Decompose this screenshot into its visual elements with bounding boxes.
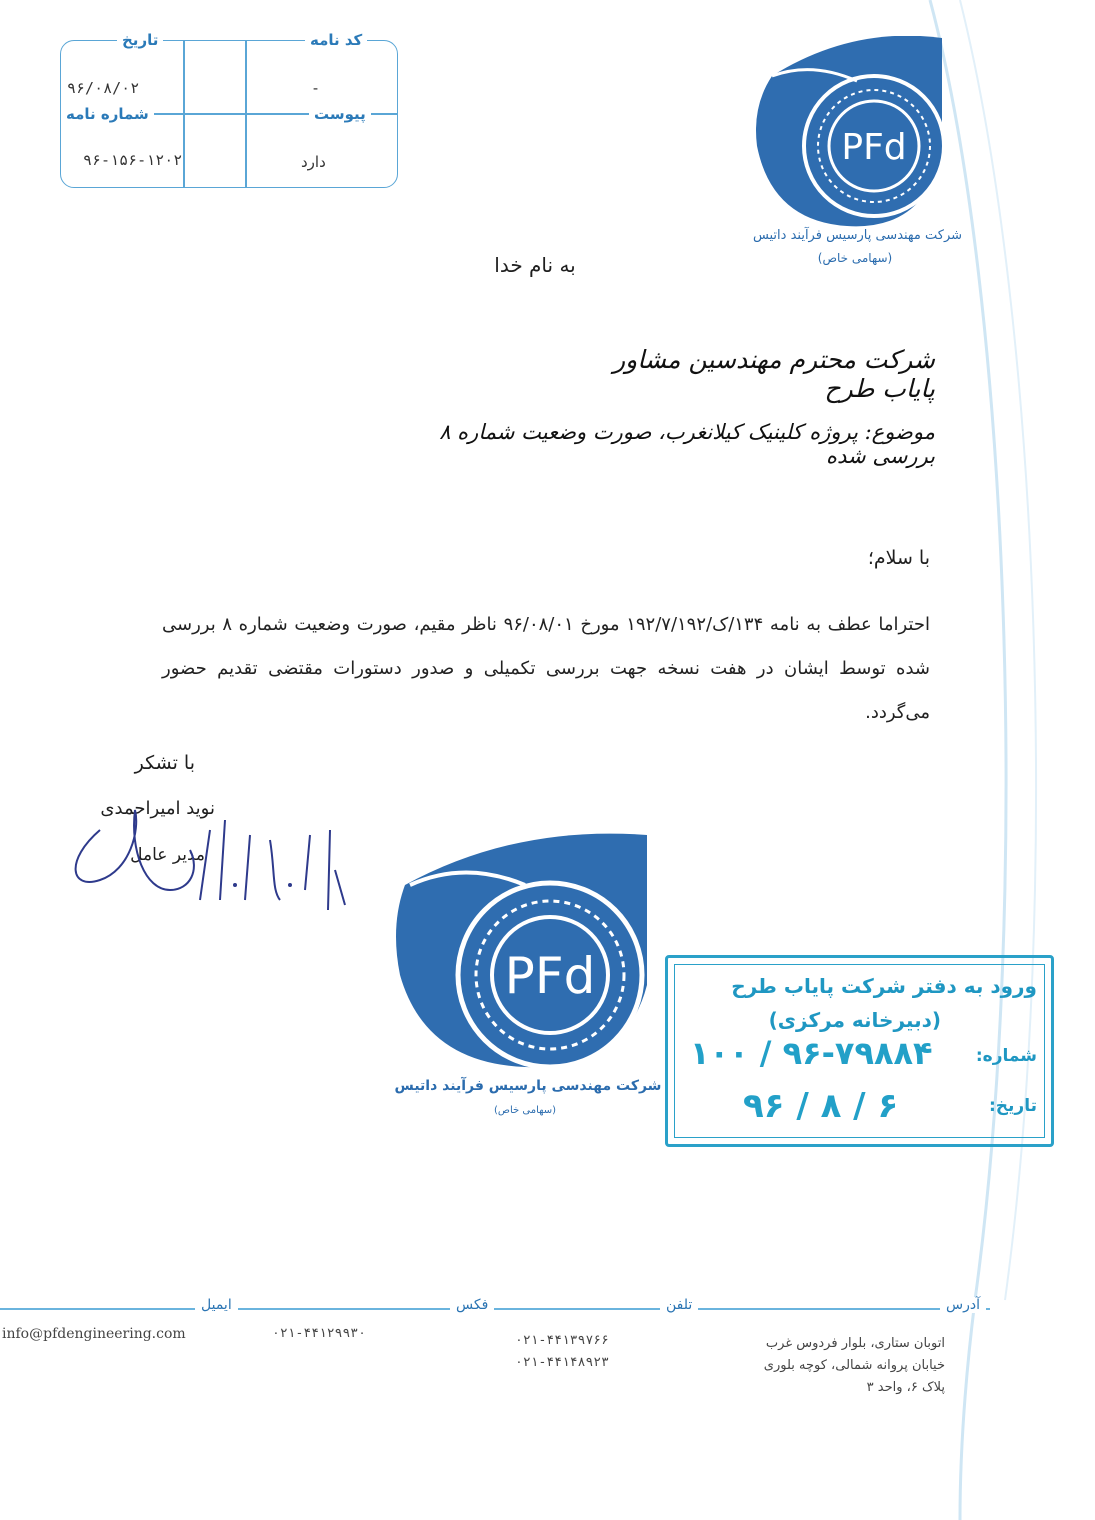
recipient: شرکت محترم مهندسین مشاور پایاب طرح — [613, 345, 935, 403]
footer-divider — [0, 1308, 990, 1310]
email-label: ایمیل — [195, 1297, 238, 1313]
signature-icon — [60, 790, 360, 920]
number-value: ۹۶-۱۵۶-۱۲۰۲ — [83, 151, 183, 169]
code-value: - — [311, 79, 322, 97]
address-label: آدرس — [940, 1297, 986, 1313]
company-name-top: شرکت مهندسی پارسیس فرآیند داتیس — [752, 228, 963, 243]
stamp-line1: ورود به دفتر شرکت پایاب طرح — [731, 974, 1037, 998]
invocation: به نام خدا — [494, 253, 576, 277]
attachment-label: پیوست — [309, 105, 371, 123]
company-name-seal: شرکت مهندسی پارسیس فرآیند داتیس — [394, 1078, 662, 1094]
company-type-top: (سهامی خاص) — [817, 251, 893, 265]
stamp-date-label: تاریخ: — [989, 1096, 1037, 1116]
address-block — [700, 1333, 945, 1399]
company-type-seal: (سهامی خاص) — [493, 1105, 557, 1116]
email-value: info@pfdengineering.com — [2, 1326, 186, 1342]
signer-name: نوید امیراحمدی — [100, 798, 215, 819]
stamp-line2: (دبیرخانه مرکزی) — [768, 1008, 941, 1032]
number-label: شماره نامه — [61, 105, 154, 123]
address-line-3: پلاک ۶، واحد ۳ — [866, 1380, 945, 1395]
received-stamp — [665, 955, 1054, 1147]
signer-title: مدیر عامل — [130, 845, 205, 865]
date-label: تاریخ — [117, 31, 163, 49]
letter-body: احتراما عطف به نامه ۱۳۴/ک/۱۹۲/۷/۱۹۲ مورخ ۹۶/۰۸/۰۱ ناظر مقیم، صورت وضعیت شماره ۸ بررسی شده توسط ایشان در هفت نسخه جهت بررسی تکمیلی و صدور دستورات مقتضی تقدیم حضور می‌گردد. — [162, 614, 930, 723]
greeting: با سلام؛ — [867, 547, 930, 569]
fax-label: فکس — [450, 1297, 494, 1313]
address-line-2: خیابان پروانه شمالی، کوچه بلوری — [763, 1358, 945, 1373]
letter-info-box — [60, 31, 398, 188]
address-line-1: اتوبان ستاری، بلوار فردوس غرب — [765, 1336, 945, 1351]
stamp-date-value: ۹۶ / ۸ / ۶ — [743, 1086, 899, 1126]
svg-text:PFd: PFd — [841, 127, 907, 168]
stamp-number-value: ۱۰۰ / ۹۶-۷۹۸۸۴ — [690, 1034, 933, 1072]
company-logo-top — [752, 36, 947, 236]
pfd-logo-icon — [752, 36, 947, 236]
attachment-value: دارد — [301, 153, 326, 171]
fax-value: ۰۲۱-۴۴۱۲۹۹۳۰ — [272, 1326, 366, 1341]
svg-text:PFd: PFd — [504, 947, 596, 1005]
pfd-seal-icon — [385, 825, 675, 1075]
date-value: ۹۶/۰۸/۰۲ — [67, 79, 140, 97]
stamp-number-label: شماره: — [975, 1046, 1037, 1066]
company-seal — [385, 825, 675, 1075]
phone-block — [515, 1330, 645, 1374]
closing: با تشکر — [134, 752, 195, 774]
phone-line-2: ۰۲۱-۴۴۱۴۸۹۲۳ — [515, 1355, 609, 1370]
subject: موضوع: پروژه کلینیک کیلانغرب، صورت وضعیت شماره ۸ بررسی شده — [439, 420, 935, 468]
phone-line-1: ۰۲۱-۴۴۱۳۹۷۶۶ — [515, 1333, 609, 1348]
phone-label: تلفن — [660, 1297, 698, 1313]
code-label: کد نامه — [305, 31, 367, 49]
